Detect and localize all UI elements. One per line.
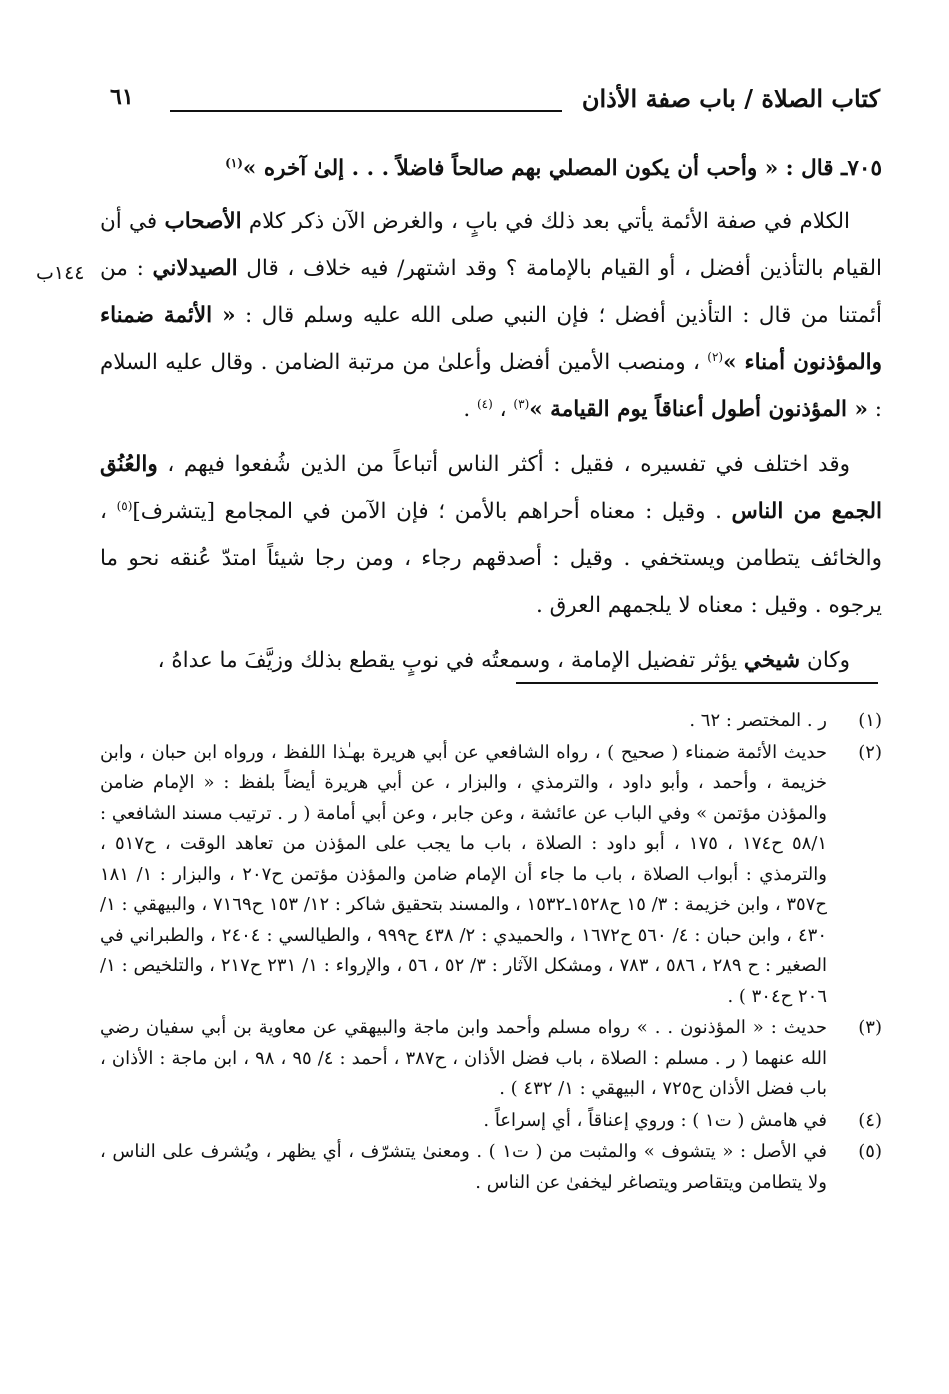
hadith-quote: « المؤذنون أطول أعناقاً يوم القيامة »	[529, 397, 868, 422]
footnote-text: في الأصل : « يتشوف » والمثبت من ( ت١ ) . ومعنىٰ يتشرّف ، أي يظهر ، ويُشرف على الناس ، ولا يتطامن ويتقاصر ويتصاغر ليخفىٰ عن الناس .	[100, 1141, 827, 1193]
manuscript-folio-note: ١٤٤ب	[36, 262, 85, 284]
page-number: ٦١	[110, 84, 134, 110]
footnote-item	[100, 1013, 882, 1105]
footnote-number: (٥)	[858, 1141, 882, 1162]
footnotes	[100, 706, 882, 1199]
footnote-separator	[516, 682, 878, 684]
bold-term: شيخي	[743, 648, 801, 673]
footnote-ref-2: (٢)	[707, 349, 724, 364]
main-text	[100, 145, 882, 684]
text-run: .	[463, 397, 477, 422]
paragraph-discussion	[100, 198, 882, 433]
bold-term: والعُنُق الجمع من الناس	[100, 452, 883, 524]
text-run: ،	[492, 397, 514, 422]
text-run: ، والخائف يتطامن ويستخفي . وقيل : أصدقهم رجاء ، ومن رجا شيئاً امتدّ عُنقه نحو ما يرجوه . وقيل : معناه لا يلجمهم العرق .	[100, 499, 882, 618]
paragraph-705-text: ٧٠٥ـ قال : « وأحب أن يكون المصلي بهم صالحاً فاضلاً . . . إلىٰ آخره »	[242, 156, 882, 181]
text-run: . وقيل : معناه أحراهم بالأمن ؛ فإن الآمن في المجامع [يتشرف]	[132, 499, 732, 524]
footnote-item	[100, 1106, 882, 1137]
footnote-text: حديث : « المؤذنون . . » رواه مسلم وأحمد وابن ماجة والبيهقي عن معاوية بن أبي سفيان رضي الله عنهما ( ر . مسلم : الصلاة ، باب فضل الأذان ، ح٣٨٧ ، أحمد : ٤/ ٩٥ ، ٩٨ ، ابن ماجة : الأذان ، باب فضل الأذان ح٧٢٥ ، البيهقي : ١/ ٤٣٢ ) .	[100, 1017, 827, 1099]
text-run: وقد اختلف في تفسيره ، فقيل : أكثر الناس أتباعاً من الذين شُفعوا فيهم ،	[157, 452, 850, 477]
footnote-item	[100, 1137, 882, 1198]
footnote-ref-5: (٥)	[116, 498, 133, 513]
paragraph-interpretation	[100, 441, 882, 629]
footnote-text: حديث الأئمة ضمناء ( صحيح ) ، رواه الشافعي عن أبي هريرة بهـٰذا اللفظ ، ورواه ابن حبان ، وابن خزيمة ، وأحمد ، وأبو داود ، والترمذي ، والبزار ، عن أبي هريرة أيضاً بلفظ : « الإمام ضامن والمؤذن مؤتمن » وفي الباب عن عائشة ، وعن جابر ، وعن أبي أمامة ( ر . ترتيب مسند الشافعي : ٥٨/١ ح١٧٤ ، ١٧٥ ، أبو داود : الصلاة ، باب ما يجب على المؤذن من تعاهد الوقت ، ح٥١٧ ، والترمذي : أبواب الصلاة ، باب ما جاء أن الإمام ضامن والمؤذن مؤتمن ح٢٠٧ ، والبزار : ١/ ١٨١ ح٣٥٧ ، وابن خزيمة : ٣/ ١٥ ح١٥٢٨ـ١٥٣٢ ، والمسند بتحقيق شاكر : ١٢/ ١٥٣ ح٧١٦٩ ، والبيهقي : ١/ ٤٣٠ ، وابن حبان : ٤/ ٥٦٠ ح١٦٧٢ ، والحميدي : ٢/ ٤٣٨ ح٩٩٩ ، والطيالسي : ٢٤٠٤ ، والطبراني في الصغير : ح ٢٨٩ ، ٥٨٦ ، ٧٨٣ ، ومشكل الآثار : ٣/ ٥٢ ، ٥٦ ، والإرواء : ١/ ٢٣١ ح٢١٧ ، والتلخيص : ١/ ٢٠٦ ح٣٠٤ ) .	[100, 741, 828, 1007]
paragraph-sheikh	[100, 637, 882, 684]
header-rule	[170, 110, 562, 112]
footnote-item	[100, 706, 882, 737]
bold-term: الصيدلاني	[152, 256, 238, 281]
footnote-number: (٢)	[858, 741, 882, 763]
text-run: ، ومنصب الأمين أفضل وأعلىٰ من مرتبة الضامن . وقال عليه السلام :	[100, 350, 882, 422]
page-header	[110, 80, 880, 120]
text-run: : من أئمتنا من قال : التأذين أفضل ؛ فإن النبي صلى الله عليه وسلم قال :	[100, 256, 882, 328]
text-run: في أن القيام بالتأذين أفضل ، أو القيام بالإمامة ؟ وقد اشتهر/ فيه خلاف ، قال	[100, 209, 883, 281]
paragraph-705	[100, 145, 882, 192]
text-run: وكان	[800, 648, 850, 673]
text-run: الكلام في صفة الأئمة يأتي بعد ذلك في بابٍ ، والغرض الآن ذكر كلام	[241, 209, 850, 234]
footnote-ref-3: (٣)	[513, 396, 530, 411]
hadith-quote: « الأئمة ضمناء والمؤذنون أمناء »	[100, 303, 882, 375]
footnote-number: (٣)	[858, 1017, 882, 1038]
footnote-ref-1: (١)	[225, 155, 243, 170]
footnote-text: في هامش ( ت١ ) : وروي إعناقاً ، أي إسراعاً .	[483, 1109, 827, 1131]
running-title: كتاب الصلاة / باب صفة الأذان	[581, 84, 880, 113]
footnote-number: (٤)	[858, 1109, 882, 1131]
text-run: يؤثر تفضيل الإمامة ، وسمعتُه في نوبٍ يقطع بذلك وزيَّفَ ما عداهُ ،	[157, 648, 744, 673]
bold-term: الأصحاب	[164, 209, 242, 234]
footnote-item	[100, 738, 882, 1013]
footnote-ref-4: (٤)	[476, 396, 493, 411]
footnote-text: ر . المختصر : ٦٢ .	[689, 710, 827, 731]
footnote-number: (١)	[858, 710, 882, 731]
